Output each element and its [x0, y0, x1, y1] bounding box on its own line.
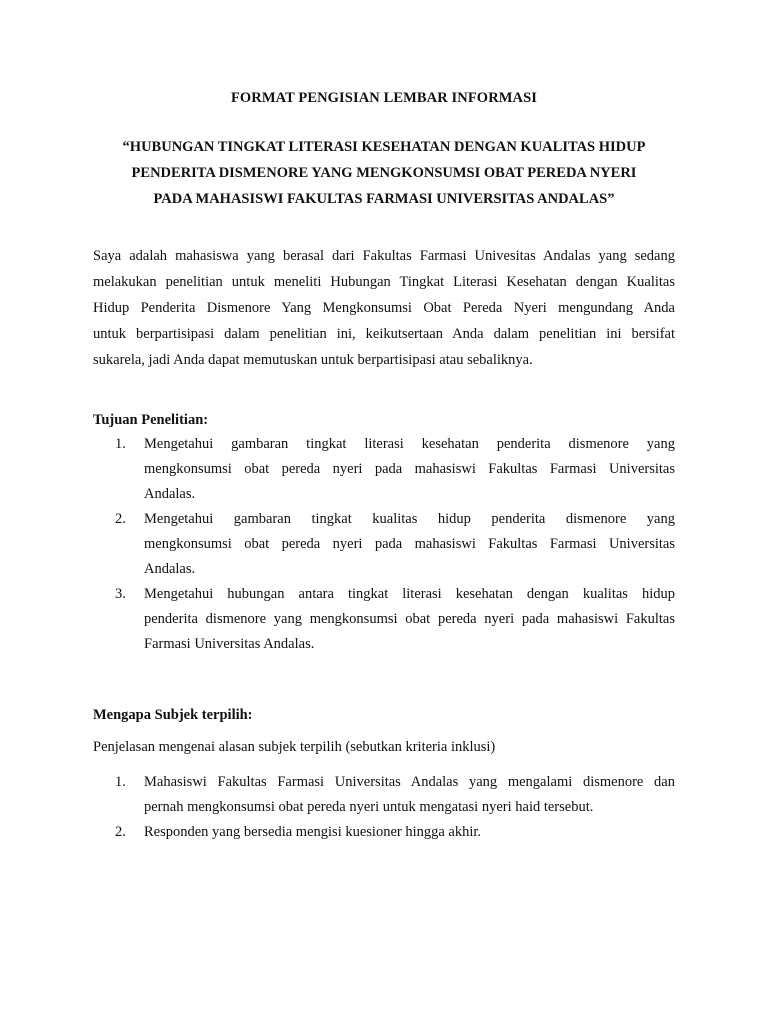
- list-item: [93, 432, 675, 507]
- list-line: mengkonsumsi obat pereda nyeri pada mahasiswi Fakultas Farmasi Universitas: [144, 461, 675, 477]
- list-item: [93, 820, 675, 845]
- list-line: Andalas.: [144, 561, 196, 577]
- list-line: Andalas.: [144, 486, 196, 502]
- list-line: Mahasiswi Fakultas Farmasi Universitas Andalas yang mengalami dismenore dan: [144, 774, 675, 790]
- list-item: [93, 507, 675, 582]
- list-number: 3.: [115, 586, 126, 602]
- intro-line: melakukan penelitian untuk meneliti Hubungan Tingkat Literasi Kesehatan dengan Kualitas: [93, 274, 675, 290]
- list-number: 2.: [115, 824, 126, 840]
- subjek-list: [93, 770, 675, 845]
- intro-line: sukarela, jadi Anda dapat memutuskan untuk berpartisipasi atau sebaliknya.: [93, 352, 533, 368]
- research-title: [93, 134, 675, 212]
- list-line: penderita dismenore yang mengkonsumsi obat pereda nyeri pada mahasiswi Fakultas: [144, 611, 675, 627]
- list-item: [93, 770, 675, 820]
- intro-line: untuk berpartisipasi dalam penelitian ini, keikutsertaan Anda dalam penelitian ini bersifat: [93, 326, 675, 342]
- list-line: mengkonsumsi obat pereda nyeri pada mahasiswi Fakultas Farmasi Universitas: [144, 536, 675, 552]
- subjek-heading: Mengapa Subjek terpilih:: [93, 707, 253, 723]
- list-line: Mengetahui hubungan antara tingkat literasi kesehatan dengan kualitas hidup: [144, 586, 675, 602]
- list-number: 1.: [115, 436, 126, 452]
- form-title: FORMAT PENGISIAN LEMBAR INFORMASI: [230, 90, 538, 106]
- intro-paragraph: [93, 243, 675, 373]
- list-line: pernah mengkonsumsi obat pereda nyeri untuk mengatasi nyeri haid tersebut.: [144, 799, 594, 815]
- intro-line: Hidup Penderita Dismenore Yang Mengkonsumsi Obat Pereda Nyeri mengundang Anda: [93, 300, 675, 316]
- list-line: Responden yang bersedia mengisi kuesioner hingga akhir.: [144, 824, 482, 840]
- list-item: [93, 582, 675, 657]
- list-line: Mengetahui gambaran tingkat kualitas hidup penderita dismenore yang: [144, 511, 675, 527]
- list-line: Mengetahui gambaran tingkat literasi kesehatan penderita dismenore yang: [144, 436, 675, 452]
- research-title-line: “HUBUNGAN TINGKAT LITERASI KESEHATAN DENGAN KUALITAS HIDUP: [122, 139, 646, 155]
- subjek-explanation: Penjelasan mengenai alasan subjek terpilih (sebutkan kriteria inklusi): [93, 739, 496, 755]
- research-title-line: PENDERITA DISMENORE YANG MENGKONSUMSI OBAT PEREDA NYERI: [131, 165, 637, 181]
- intro-line: Saya adalah mahasiswa yang berasal dari Fakultas Farmasi Univesitas Andalas yang sedang: [93, 248, 675, 264]
- research-title-line: PADA MAHASISWI FAKULTAS FARMASI UNIVERSITAS ANDALAS”: [153, 191, 615, 207]
- tujuan-heading: Tujuan Penelitian:: [93, 412, 209, 428]
- list-number: 2.: [115, 511, 126, 527]
- tujuan-list: [93, 432, 675, 657]
- list-number: 1.: [115, 774, 126, 790]
- list-line: Farmasi Universitas Andalas.: [144, 636, 315, 652]
